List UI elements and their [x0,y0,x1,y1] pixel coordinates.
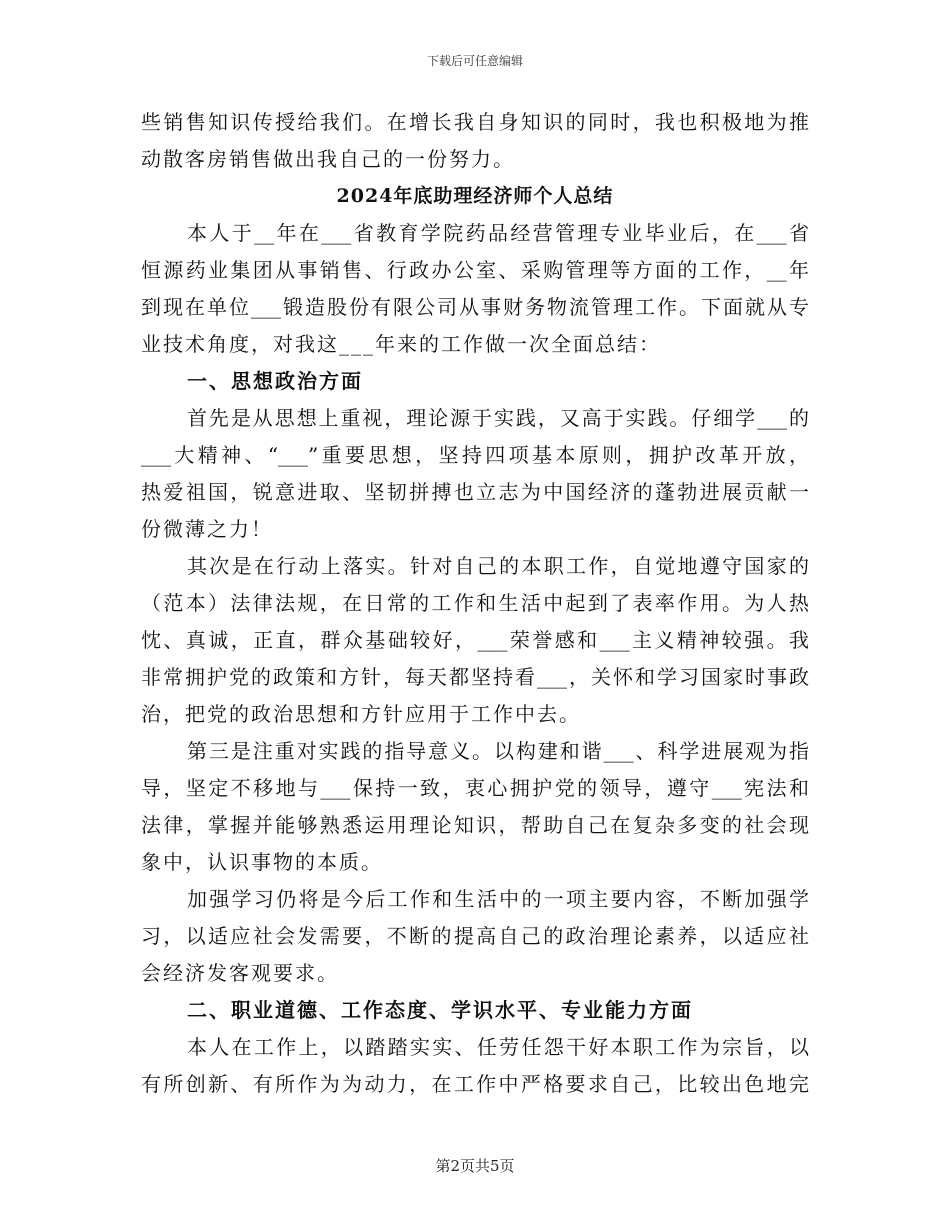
paragraph-line: 本人于__年在___省教育学院药品经营管理专业毕业后，在___省 [187,221,809,245]
paragraph-line: 第三是注重对实践的指导意义。以构建和谐___、科学进展观为指 [187,739,809,763]
paragraph-line: 治，把党的政治思想和方针应用于工作中去。 [141,702,581,726]
paragraph-line: 非常拥护党的政策和方针，每天都坚持看___，关怀和学习国家时事政 [141,665,809,689]
paragraph-line: ___大精神、“___”重要思想，坚持四项基本原则，拥护改革开放， [141,443,809,467]
paragraph-line: 动散客房销售做出我自己的一份努力。 [141,147,515,171]
page-header: 下载后可任意编辑 [426,54,523,68]
paragraph-line: 恒源药业集团从事销售、行政办公室、采购管理等方面的工作，__年 [141,258,809,282]
document-title: 2024年底助理经济师个人总结 [336,185,614,207]
paragraph-line: 会经济发客观要求。 [141,961,339,985]
section-heading: 一、思想政治方面 [187,369,363,393]
paragraph-line: 本人在工作上，以踏踏实实、任劳任怨干好本职工作为宗旨，以 [187,1035,809,1059]
paragraph-line: 习，以适应社会发需要，不断的提高自己的政治理论素养，以适应社 [141,924,809,948]
paragraph-line: 其次是在行动上落实。针对自己的本职工作，自觉地遵守国家的 [187,554,809,578]
paragraph-line: 象中，认识事物的本质。 [141,850,383,874]
paragraph-line: 忱、真诚，正直，群众基础较好，___荣誉感和___主义精神较强。我 [141,628,809,652]
paragraph-line: 些销售知识传授给我们。在增长我自身知识的同时，我也积极地为推 [141,110,809,134]
document-body [141,104,809,1103]
paragraph-line: 导，坚定不移地与___保持一致，衷心拥护党的领导，遵守___宪法和 [141,776,809,800]
section-heading: 二、职业道德、工作态度、学识水平、专业能力方面 [187,998,693,1022]
paragraph-line: 到现在单位___锻造股份有限公司从事财务物流管理工作。下面就从专 [141,295,809,319]
paragraph-line: 份微薄之力！ [141,517,273,541]
page-footer: 第2页共5页 [435,1157,515,1175]
paragraph-line: 热爱祖国，锐意进取、坚韧拼搏也立志为中国经济的蓬勃进展贡献一 [141,480,809,504]
paragraph-line: 法律，掌握并能够熟悉运用理论知识，帮助自己在复杂多变的社会现 [141,813,809,837]
paragraph-line: （范本）法律法规，在日常的工作和生活中起到了表率作用。为人热 [141,591,809,615]
paragraph-line: 加强学习仍将是今后工作和生活中的一项主要内容，不断加强学 [187,887,809,911]
paragraph-line: 有所创新、有所作为为动力，在工作中严格要求自己，比较出色地完 [141,1072,809,1096]
paragraph-line: 首先是从思想上重视，理论源于实践，又高于实践。仔细学___的 [187,406,809,430]
paragraph-line: 业技术角度，对我这___年来的工作做一次全面总结： [141,332,661,356]
